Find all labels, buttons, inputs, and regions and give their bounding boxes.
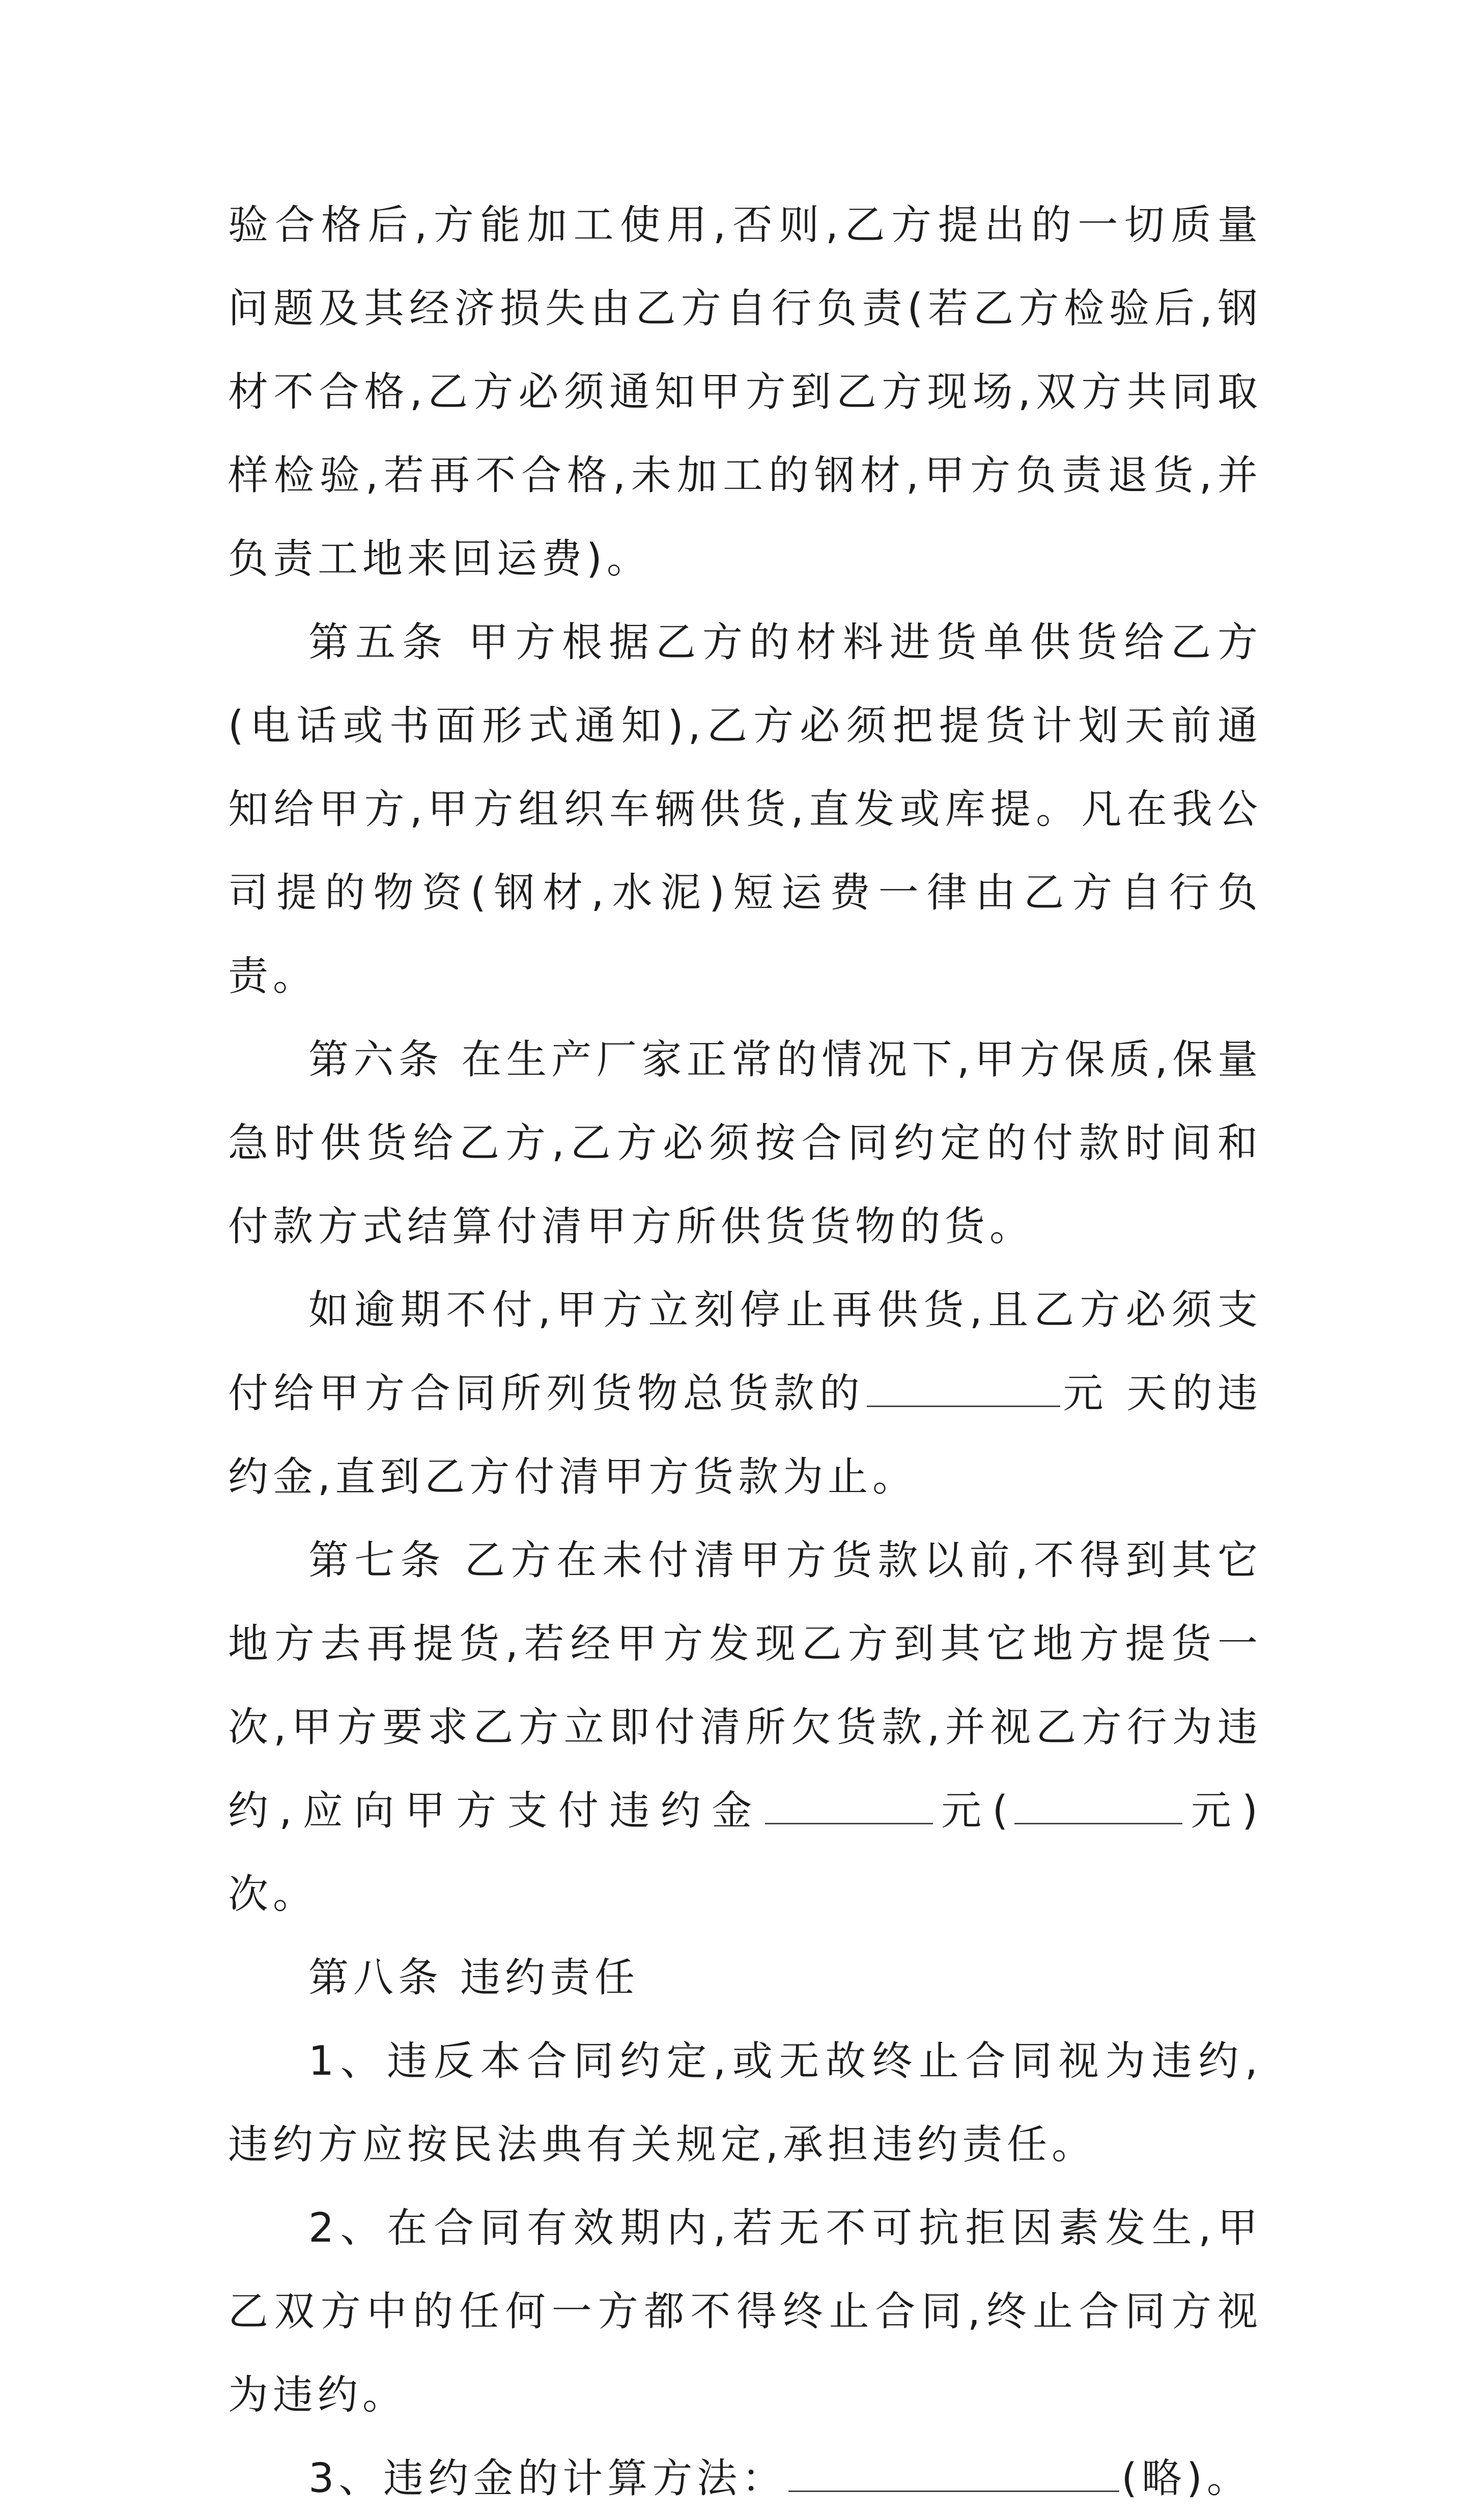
paragraph-article-5: 第五条 甲方根据乙方的材料进货单供货给乙方(电话或书面形式通知),乙方必须把提货计划天前通知给甲方,甲方组织车辆供货,直发或库提。凡在我公司提的物资(钢材,水泥)短运费一律由乙方自行负责。 <box>228 619 1262 999</box>
calc-method-label: 3、违约金的计算方法： <box>308 2455 787 2502</box>
heading-article-8: 第八条 违约责任 <box>308 1954 640 2001</box>
penalty-words-blank <box>1014 1787 1182 1824</box>
calc-method-blank <box>788 2454 1119 2492</box>
paragraph-breach-item-3 <box>228 2437 1262 2520</box>
paragraph-breach-item-2: 2、在合同有效期内,若无不可抗拒因素发生,甲乙双方中的任何一方都不得终止合同,终止合同方视为违约。 <box>228 2204 1262 2418</box>
paragraph-overdue-penalty <box>228 1268 1262 1519</box>
calc-method-suffix: (略)。 <box>1121 2455 1252 2502</box>
article-7-text-after: 元) 次。 <box>228 1787 1262 1917</box>
paragraph-quality-inspection: 验合格后,方能加工使用,否则,乙方提出的一切质量问题及其经济损失由乙方自行负责(若乙方检验后,钢材不合格,乙方必须通知甲方到乙方现场,双方共同取样检验,若再不合格,未加工的钢材,甲方负责退货,并负责工地来回运费)。 <box>228 202 1262 582</box>
paragraph-breach-item-1: 1、违反本合同约定,或无故终止合同视为违约,违约方应按民法典有关规定,承担违约责任。 <box>228 2038 1262 2168</box>
article-7-text-before: 第七条 乙方在未付清甲方货款以前,不得到其它地方去再提货,若经甲方发现乙方到其它地方提货一次,甲方要求乙方立即付清所欠货款,并视乙方行为违约,应向甲方支付违约金 <box>228 1537 1262 1834</box>
penalty-amount-blank <box>867 1369 1060 1407</box>
overdue-text-after: 元 天的违约金,直到乙方付清甲方货款为止。 <box>228 1370 1262 1500</box>
paragraph-article-7 <box>228 1519 1262 1936</box>
contract-body <box>228 183 1262 2520</box>
penalty-figure-blank <box>765 1787 933 1824</box>
paragraph-article-6: 第六条 在生产厂家正常的情况下,甲方保质,保量急时供货给乙方,乙方必须按合同约定的付款时间和付款方式结算付清甲方所供货货物的货。 <box>228 1036 1262 1250</box>
article-7-text-middle: 元( <box>934 1787 1013 1834</box>
overdue-text-before: 如逾期不付,甲方立刻停止再供货,且乙方必须支付给甲方合同所列货物总货款的 <box>228 1286 1262 1417</box>
